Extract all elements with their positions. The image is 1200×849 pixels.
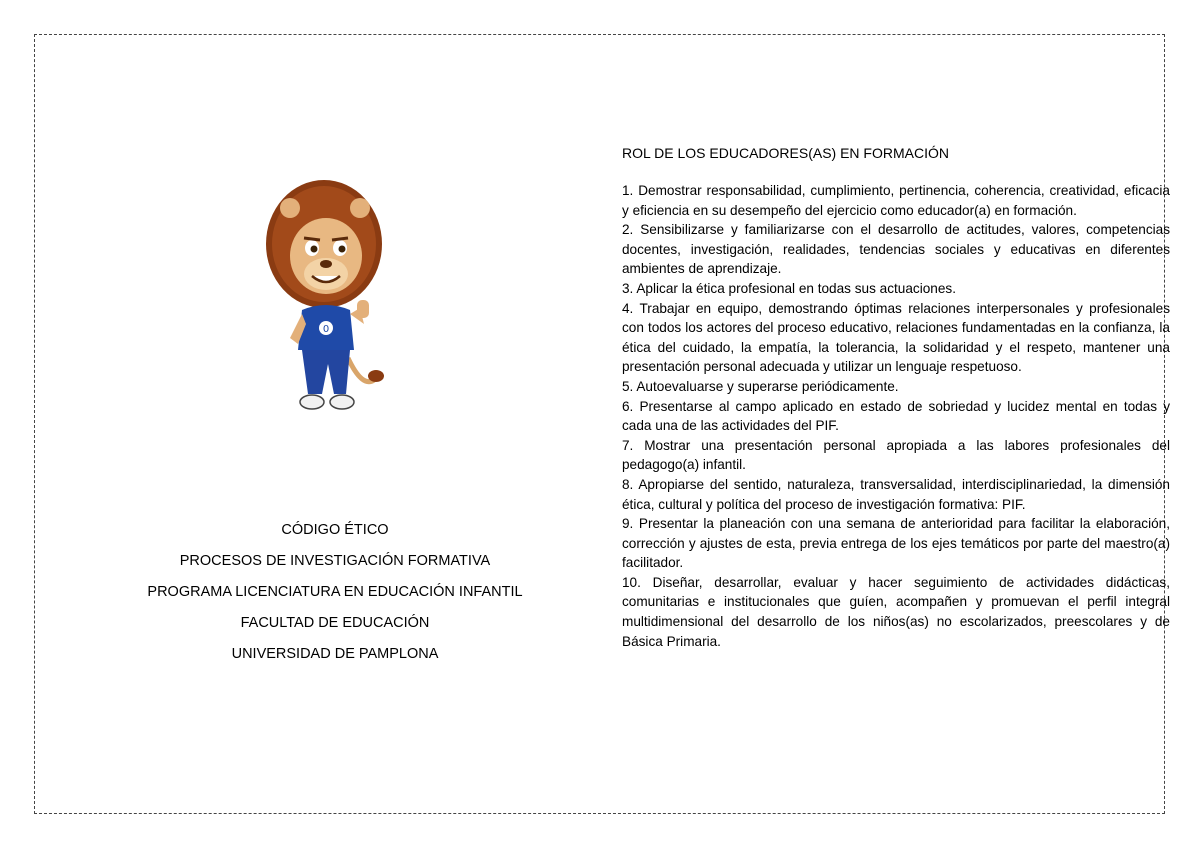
role-item: 4. Trabajar en equipo, demostrando óptimas relaciones interpersonales y profesionales con todos los actores del proceso educativo, relaciones fundamentadas en la confianza, la ética del cuidado, la empatía, la tolerancia, la solidaridad y el respeto, mantener una presentación personal adecuada y utilizar un lenguaje respetuoso.: [622, 300, 1170, 375]
role-item: 7. Mostrar una presentación personal apropiada a las labores profesionales del pedagogo(a) infantil.: [622, 437, 1170, 473]
role-list: [622, 181, 1170, 651]
role-item: 3. Aplicar la ética profesional en todas sus actuaciones.: [622, 280, 957, 296]
role-item: 9. Presentar la planeación con una semana de anterioridad para facilitar la elaboración, corrección y ajustes de esta, previa entrega de los ejes temáticos por parte del maestro(a) facilitador.: [622, 516, 1170, 571]
role-item: 2. Sensibilizarse y familiarizarse con el desarrollo de actitudes, valores, competencias docentes, investigación, realidades, tendencias sociales y educativas en diferentes ambientes de aprendizaje.: [622, 222, 1170, 277]
title-line-procesos: PROCESOS DE INVESTIGACIÓN FORMATIVA: [179, 553, 491, 569]
title-line-programa: PROGRAMA LICENCIATURA EN EDUCACIÓN INFANTIL: [147, 584, 523, 600]
lion-mascot-icon: [262, 178, 412, 418]
title-line-codigo-etico: CÓDIGO ÉTICO: [281, 522, 389, 538]
role-heading: ROL DE LOS EDUCADORES(AS) EN FORMACIÓN: [622, 145, 949, 161]
role-item: 1. Demostrar responsabilidad, cumplimiento, pertinencia, coherencia, creatividad, eficacia y eficiencia en su desempeño del ejercicio como educador(a) en formación.: [622, 183, 1170, 218]
role-item: 8. Apropiarse del sentido, naturaleza, transversalidad, interdisciplinariedad, la dimensión ética, cultural y política del proceso de investigación formativa: PIF.: [622, 476, 1170, 512]
document-title-block: [100, 515, 570, 670]
role-item: 10. Diseñar, desarrollar, evaluar y hacer seguimiento de actividades didácticas, comunitarias e institucionales que guíen, acompañen y promuevan el perfil integral multidimensional del desarrollo de los niños(as) no escolarizados, preescolares y de Básica Primaria.: [622, 574, 1170, 649]
title-line-universidad: UNIVERSIDAD DE PAMPLONA: [231, 646, 439, 662]
role-section: [622, 145, 1170, 651]
role-item: 6. Presentarse al campo aplicado en estado de sobriedad y lucidez mental en todas y cada una de las actividades del PIF.: [622, 398, 1170, 434]
role-item: 5. Autoevaluarse y superarse periódicamente.: [622, 378, 899, 394]
svg-text:0: 0: [322, 324, 330, 335]
title-line-facultad: FACULTAD DE EDUCACIÓN: [240, 615, 430, 631]
